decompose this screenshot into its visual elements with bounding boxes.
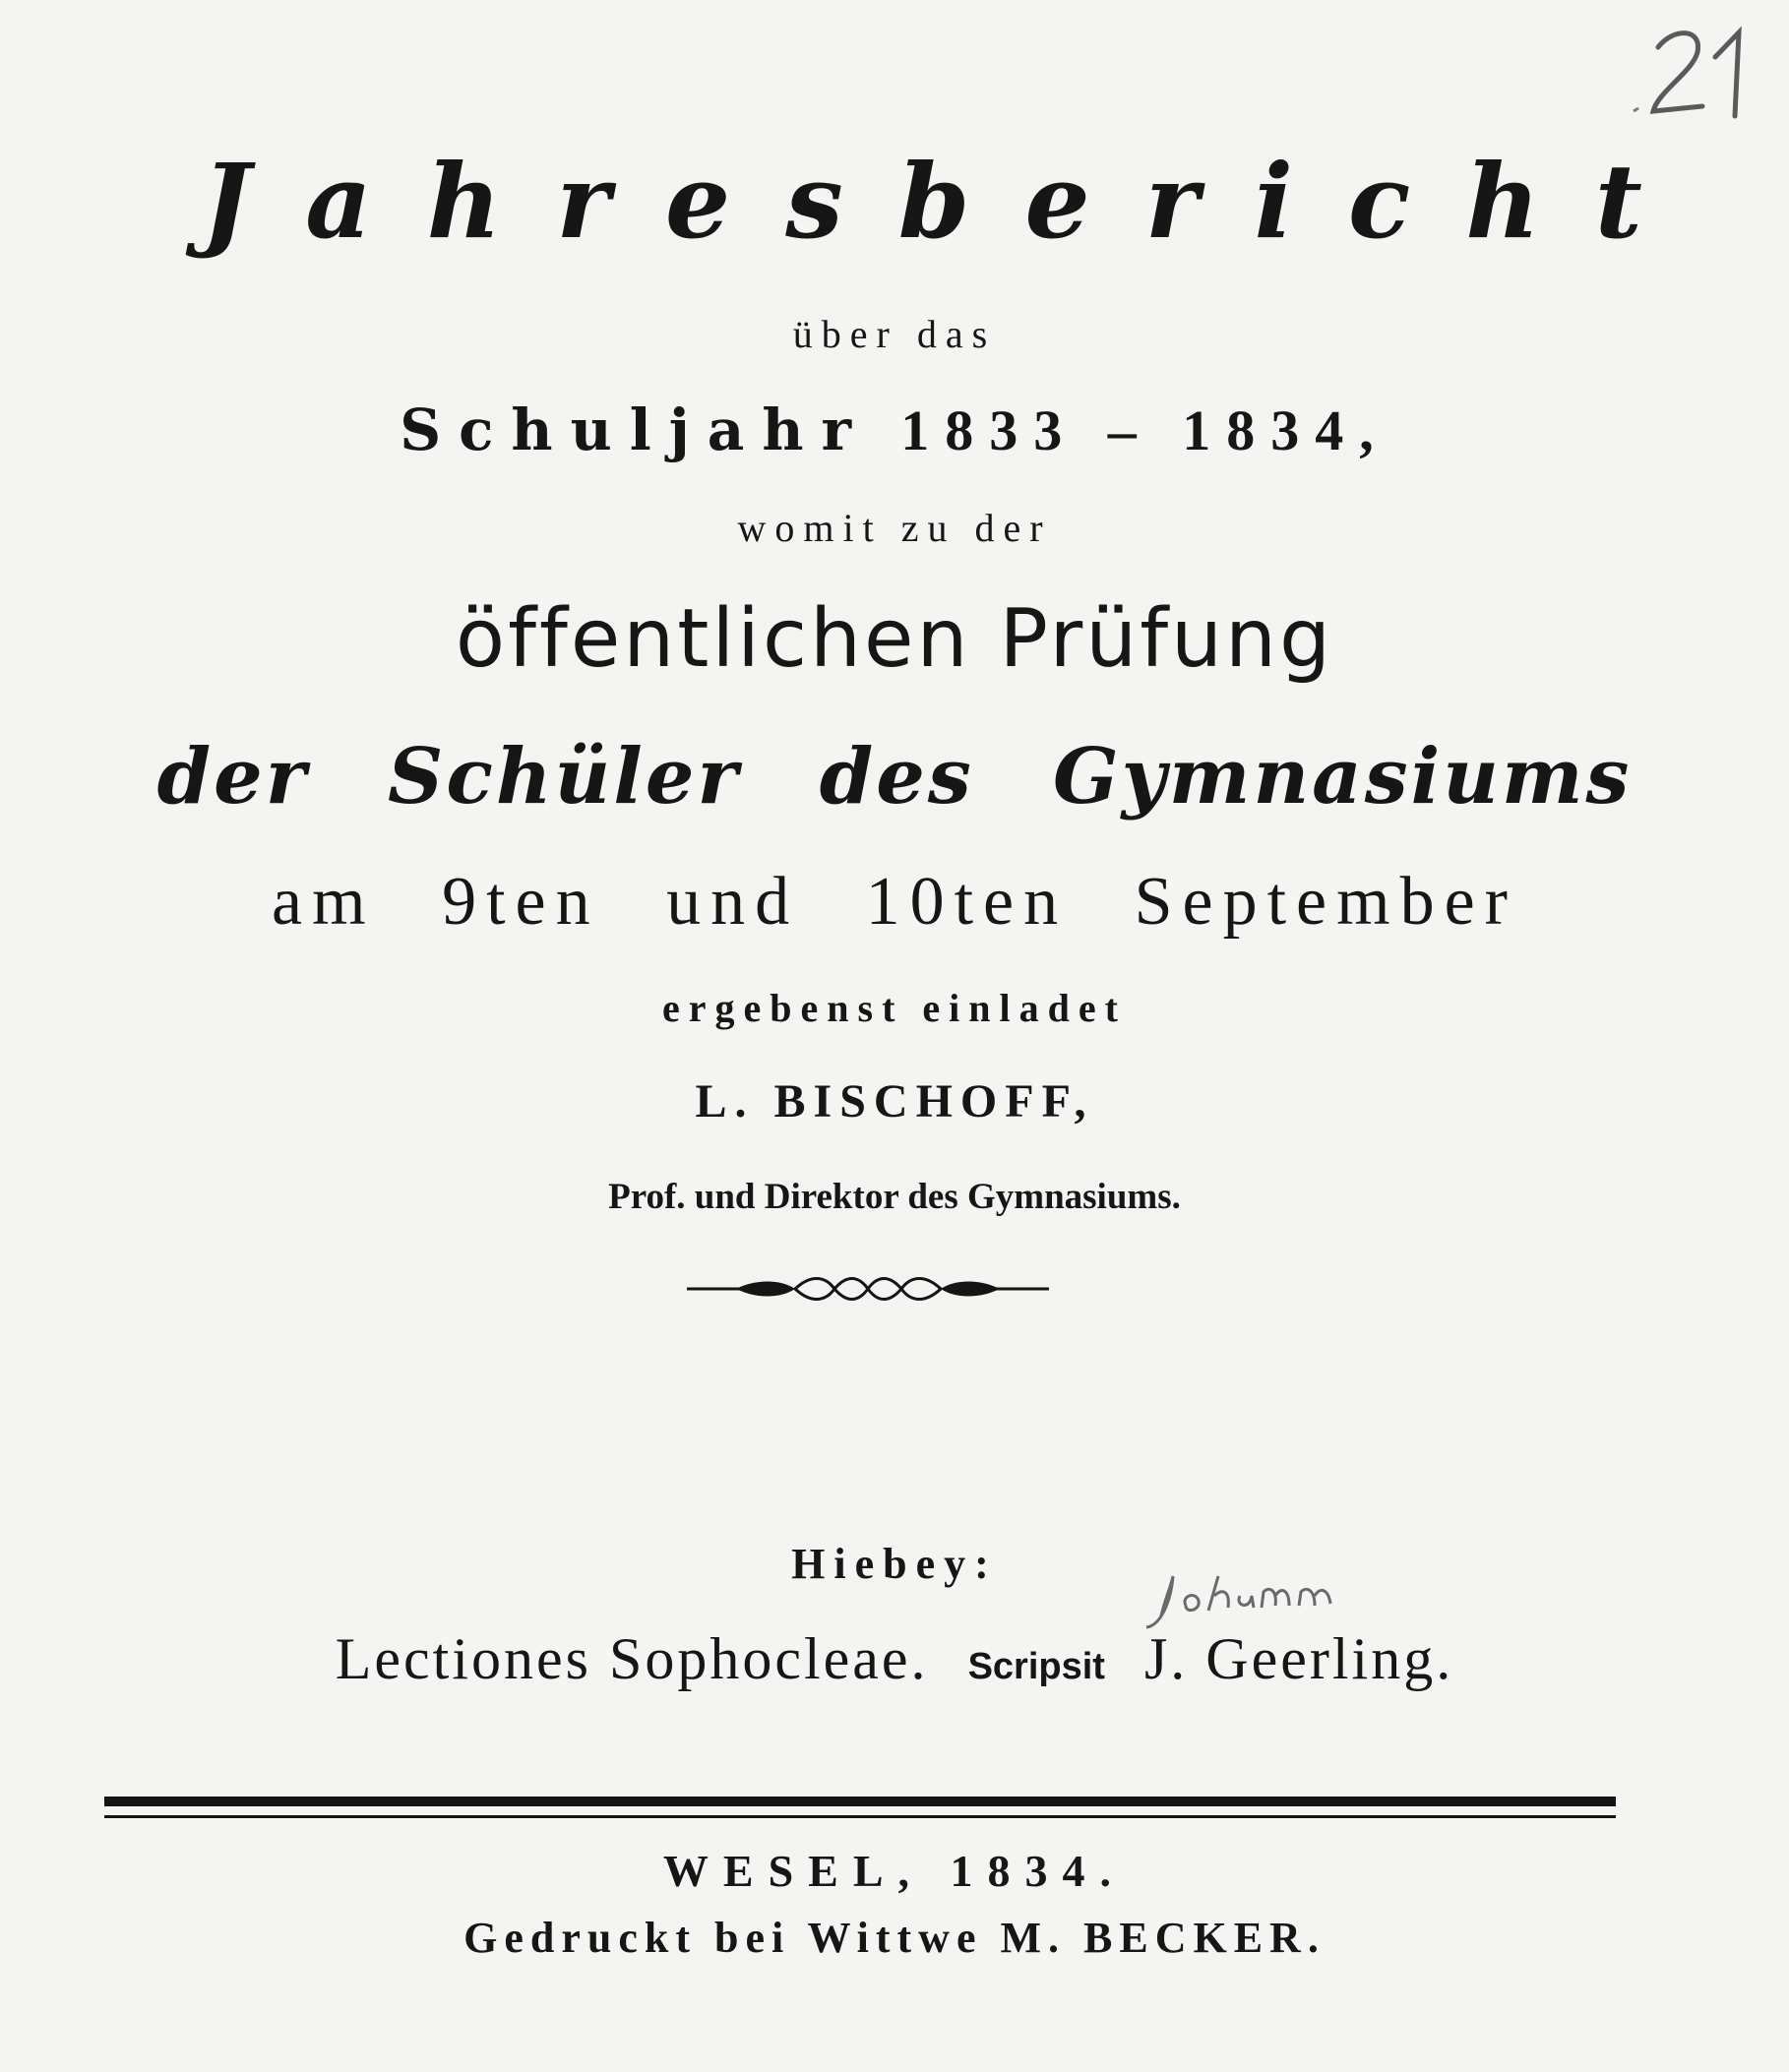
school-year-word: Schuljahr [400, 396, 870, 463]
supplement-work: Lectiones Sophocleae. [335, 1626, 929, 1691]
handwritten-name-note [1141, 1556, 1348, 1635]
double-rule-thick [104, 1797, 1616, 1806]
supplement-line [0, 1621, 1789, 1704]
document-title: Jahresbericht [202, 141, 1697, 262]
about-line: über das [792, 312, 997, 356]
double-rule-thin [104, 1815, 1616, 1818]
supplement-scripsit: Scripsit [967, 1646, 1105, 1687]
invites-line: ergebenst einladet [662, 986, 1127, 1030]
exam-line: öffentlichen Prüfung [455, 592, 1334, 686]
invitation-line: womit zu der [737, 506, 1052, 550]
ornament-divider-icon [687, 1271, 1049, 1307]
place-and-year: WESEL, 1834. [662, 1846, 1127, 1896]
pupils-line: der Schüler des Gymnasiums [156, 732, 1633, 822]
author-name: L. BISCHOFF, [695, 1075, 1094, 1127]
printer-line: Gedruckt bei Wittwe M. BECKER. [463, 1914, 1326, 1962]
date-line: am 9ten und 10ten September [272, 864, 1517, 940]
school-year-range: 1833 – 1834, [900, 398, 1389, 462]
author-title: Prof. und Direktor des Gymnasiums. [608, 1177, 1181, 1217]
supplement-author: J. Geerling. [1143, 1626, 1454, 1691]
supplement-label: Hiebey: [791, 1540, 998, 1588]
school-year-line [0, 396, 1789, 465]
handwritten-shelfmark [1629, 18, 1766, 126]
